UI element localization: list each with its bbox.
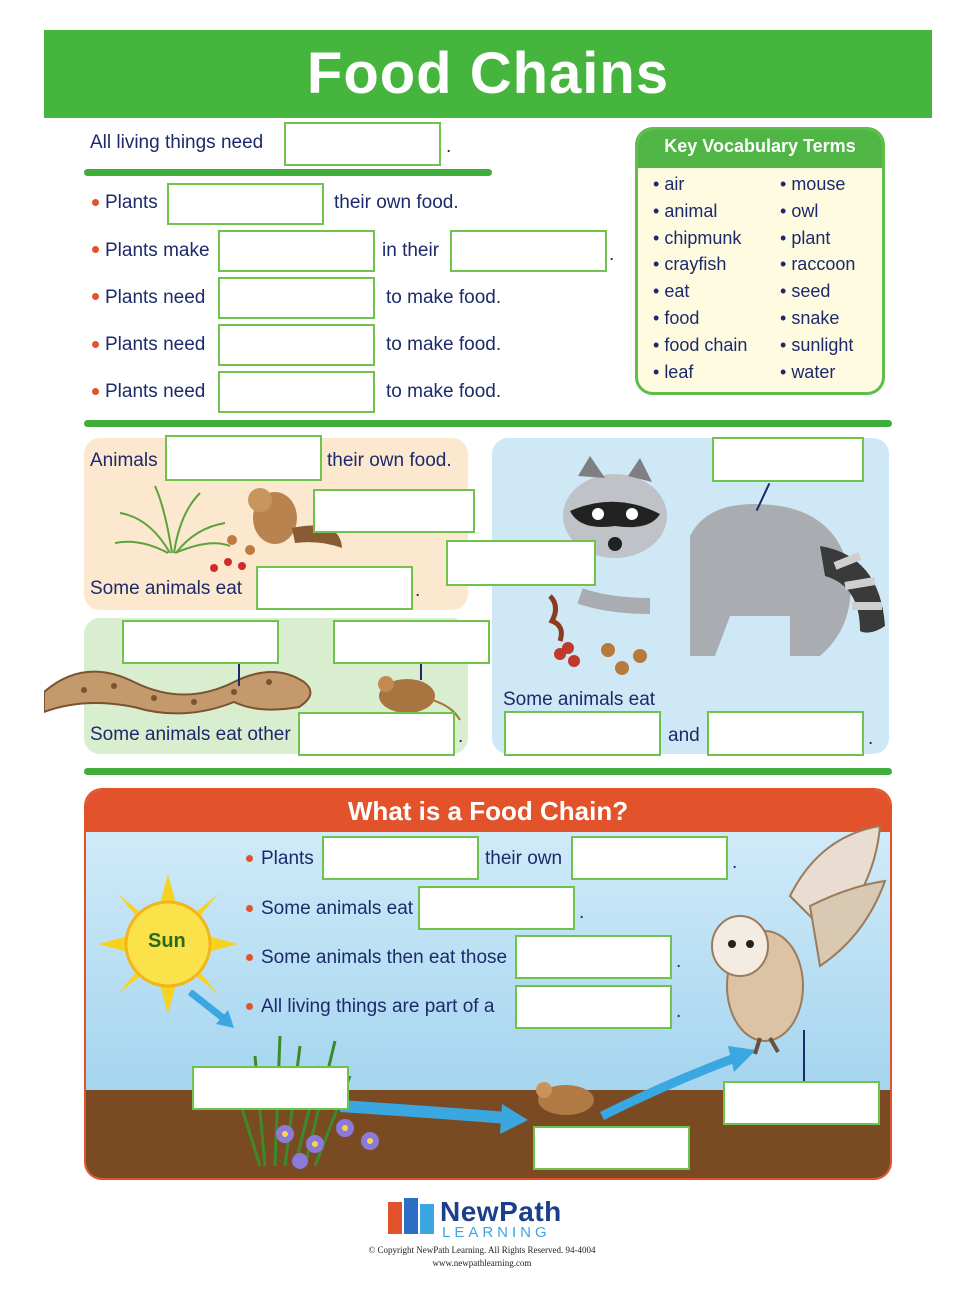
bullet-2-a: Plants make (105, 240, 210, 261)
vocab-term: • crayfish (653, 254, 727, 275)
owl-illustration (700, 826, 890, 1056)
chain-line-1b: their own (485, 848, 563, 869)
pointer-line (238, 664, 240, 686)
divider-short (84, 169, 492, 176)
intro-text: All living things need (90, 132, 264, 153)
page-title: Food Chains (306, 41, 670, 106)
vocab-term: • air (653, 174, 685, 194)
arrow-plant-to-mouse (340, 1094, 530, 1136)
blank-chain-4[interactable] (515, 985, 672, 1029)
and-label: and (668, 725, 700, 746)
bullet (92, 293, 99, 300)
blank-chain-1b[interactable] (571, 836, 728, 880)
food-chain-heading: What is a Food Chain? (347, 796, 629, 826)
blank-chain-3[interactable] (515, 935, 672, 979)
some-eat-other-label: Some animals eat other (90, 724, 291, 745)
vocab-term: • leaf (653, 361, 694, 382)
blank-chain-2[interactable] (418, 886, 575, 930)
period: . (446, 136, 452, 157)
period: . (579, 902, 585, 923)
bullet-4-a: Plants need (105, 334, 206, 355)
vocab-term: • animal (653, 200, 718, 221)
divider (84, 420, 892, 427)
chain-line-4: All living things are part of a (261, 996, 495, 1017)
period: . (415, 580, 421, 601)
blank-plants-need-3[interactable] (218, 371, 375, 413)
blank-raccoon-eat-1[interactable] (504, 711, 661, 756)
vocab-term: • chipmunk (653, 227, 742, 248)
animals-label: Animals (90, 450, 158, 471)
bullet-3-a: Plants need (105, 287, 206, 308)
bullet-5-a: Plants need (105, 381, 206, 402)
vocab-term: • seed (780, 281, 831, 302)
some-eat-label: Some animals eat (90, 578, 243, 599)
period: . (676, 1001, 682, 1022)
blank-plants-make[interactable] (167, 183, 324, 225)
vocab-term: • mouse (780, 174, 846, 194)
own-food-label: their own food. (327, 450, 452, 471)
chain-line-3: Some animals then eat those (261, 947, 508, 968)
vocab-term: • snake (780, 307, 840, 328)
blank-chain-1a[interactable] (322, 836, 479, 880)
newpath-logo-icon (388, 1198, 434, 1238)
blank-plants-in-their[interactable] (450, 230, 607, 272)
bullet (246, 905, 253, 912)
period: . (609, 244, 615, 265)
website: www.newpathlearning.com (432, 1258, 532, 1268)
vocab-term: • eat (653, 281, 690, 302)
bullet-5-b: to make food. (386, 381, 502, 402)
vocab-term: • owl (780, 200, 819, 221)
blank-plants-make-what[interactable] (218, 230, 375, 272)
brand-bottom: LEARNING (442, 1224, 551, 1241)
vocab-term: • food chain (653, 334, 748, 355)
blank-chain-mouse[interactable] (533, 1126, 690, 1170)
period: . (868, 728, 874, 749)
bullet-2-b: in their (382, 240, 440, 261)
brand-top: NewPath (440, 1196, 562, 1227)
bullet (246, 855, 253, 862)
blank-animals[interactable] (165, 435, 322, 481)
blank-needs[interactable] (284, 122, 441, 166)
period: . (732, 852, 738, 873)
blank-crayfish[interactable] (446, 540, 596, 586)
vocab-col-1 (653, 171, 747, 385)
bullet (92, 246, 99, 253)
vocab-heading: Key Vocabulary Terms (664, 136, 856, 156)
vocab-term: • food (653, 307, 700, 328)
bullet (246, 954, 253, 961)
pointer-line (420, 664, 422, 680)
vocab-term: • water (780, 361, 836, 382)
divider (84, 768, 892, 775)
blank-some-eat[interactable] (256, 566, 413, 610)
sun-label: Sun (148, 930, 186, 952)
pointer-line (803, 1030, 805, 1082)
blank-chipmunk[interactable] (313, 489, 475, 533)
bullet-4-b: to make food. (386, 334, 502, 355)
blank-snake[interactable] (122, 620, 279, 664)
blank-mouse[interactable] (333, 620, 490, 664)
period: . (676, 951, 682, 972)
period: . (458, 726, 464, 747)
vocab-term: • raccoon (780, 254, 856, 275)
blank-raccoon[interactable] (712, 437, 864, 482)
bullet (246, 1003, 253, 1010)
mouse-chain-illustration (526, 1072, 606, 1118)
vocab-col-2 (780, 171, 855, 385)
copyright: © Copyright NewPath Learning. All Rights Reserved. 94-4004 (368, 1245, 596, 1255)
bullet (92, 199, 99, 206)
bullet-3-b: to make food. (386, 287, 502, 308)
bullet-1-a: Plants (105, 192, 158, 213)
chain-line-1a: Plants (261, 848, 314, 869)
blank-chain-owl[interactable] (723, 1081, 880, 1125)
bullet (92, 341, 99, 348)
blank-plants-need-1[interactable] (218, 277, 375, 319)
bullet-1-b: their own food. (334, 192, 459, 213)
blank-plants-need-2[interactable] (218, 324, 375, 366)
blank-raccoon-eat-2[interactable] (707, 711, 864, 756)
vocab-term: • plant (780, 227, 831, 248)
blank-chain-plant[interactable] (192, 1066, 349, 1110)
blank-other[interactable] (298, 712, 455, 756)
bullet (92, 388, 99, 395)
chain-line-2: Some animals eat (261, 898, 414, 919)
raccoon-eat-label: Some animals eat (503, 689, 656, 710)
vocab-term: • sunlight (780, 334, 854, 355)
